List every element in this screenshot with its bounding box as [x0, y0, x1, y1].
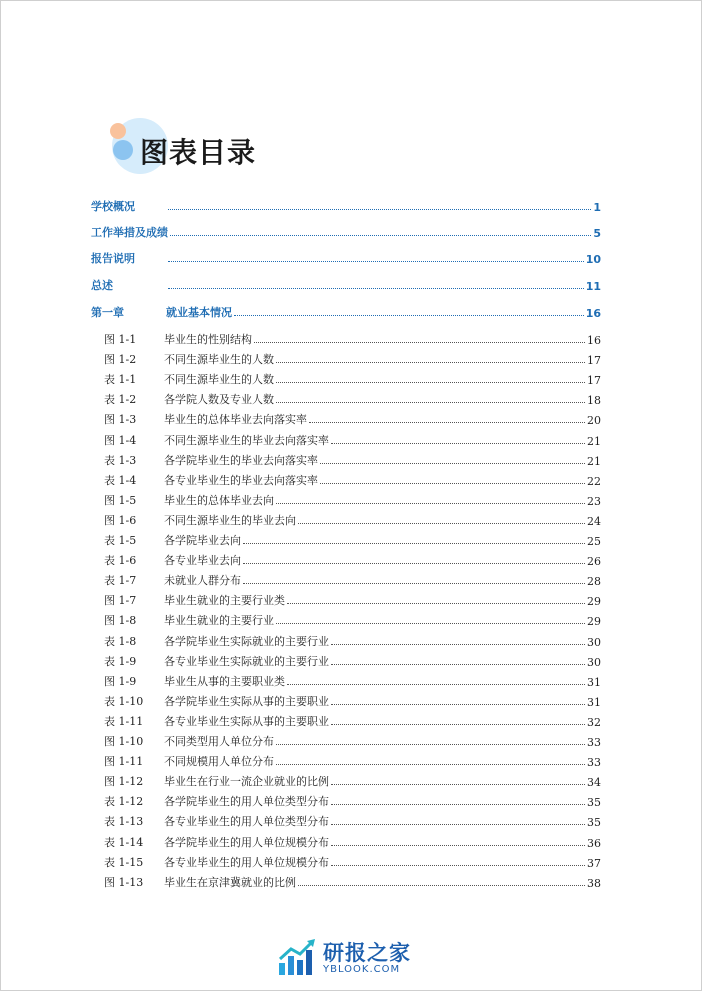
figure-title: 不同生源毕业生的人数 [164, 373, 274, 387]
dot-leader [276, 502, 585, 504]
toc-entry-page: 1 [593, 201, 601, 214]
chapter-number: 第一章 [91, 306, 124, 319]
toc-sub-entry[interactable] [91, 791, 601, 809]
toc-entry-label: 报告说明 [91, 252, 135, 265]
toc-entry-label: 总述 [91, 279, 113, 292]
toc-sub-entry[interactable] [91, 671, 601, 689]
toc-sub-entry[interactable] [91, 771, 601, 789]
dot-leader [331, 783, 585, 785]
figure-number: 表 1-13 [104, 815, 144, 829]
toc-sub-entry[interactable] [91, 490, 601, 508]
toc-entry-page: 25 [587, 535, 601, 548]
toc-entry-page: 17 [587, 374, 601, 388]
figure-title: 毕业生在行业一流企业就业的比例 [164, 775, 329, 789]
figure-number: 图 1-6 [104, 513, 137, 527]
figure-number: 图 1-4 [104, 433, 137, 447]
toc-sub-entry[interactable] [91, 430, 601, 448]
figure-number: 表 1-12 [104, 795, 144, 809]
figure-title: 毕业生就业的主要行业 [164, 614, 274, 628]
toc-entry-page: 22 [587, 474, 601, 488]
figure-title: 不同生源毕业生的毕业去向落实率 [164, 433, 329, 447]
figure-title: 毕业生在京津冀就业的比例 [164, 875, 296, 889]
figure-number: 表 1-15 [104, 855, 144, 869]
dot-leader [276, 622, 585, 624]
toc-sub-entry[interactable] [91, 349, 601, 367]
toc-sub-entry[interactable] [91, 570, 601, 588]
dot-leader [309, 421, 585, 423]
dot-leader [287, 602, 585, 604]
figure-number: 表 1-9 [104, 654, 137, 668]
figure-title: 未就业人群分布 [164, 574, 241, 588]
figure-title: 各专业毕业生实际从事的主要职业 [164, 714, 329, 728]
toc-entry-page: 34 [587, 776, 601, 790]
toc-entry-page: 31 [587, 695, 601, 709]
dot-leader [320, 482, 585, 484]
toc-sub-entry[interactable] [91, 751, 601, 769]
figure-title: 各学院毕业生的毕业去向落实率 [164, 453, 318, 467]
toc-entry-label: 学校概况 [91, 200, 135, 213]
figure-number: 图 1-11 [104, 755, 144, 769]
toc-entry-page: 36 [587, 836, 601, 850]
toc-entry-page: 23 [587, 494, 601, 508]
toc-sub-entry[interactable] [91, 550, 601, 568]
dot-leader [276, 401, 585, 403]
dot-leader [320, 462, 585, 464]
figure-title: 各学院人数及专业人数 [164, 393, 274, 407]
figure-title: 不同规模用人单位分布 [164, 755, 274, 769]
dot-leader [331, 864, 585, 866]
toc-entry-page: 16 [585, 307, 601, 320]
page-title: 图表目录 [140, 136, 257, 169]
dot-leader [331, 723, 585, 725]
figure-number: 图 1-13 [104, 875, 144, 889]
figure-number: 表 1-4 [104, 473, 137, 487]
dot-leader [276, 381, 585, 383]
dot-leader [298, 522, 585, 524]
dot-leader [168, 287, 584, 289]
figure-title: 各专业毕业生的毕业去向落实率 [164, 473, 318, 487]
toc-entry-label: 工作举措及成绩 [91, 226, 168, 239]
toc-entry-page: 35 [587, 816, 601, 830]
figure-number: 图 1-8 [104, 614, 137, 628]
decorative-circle-orange [110, 123, 126, 139]
figure-number: 图 1-5 [104, 493, 137, 507]
dot-leader [331, 823, 585, 825]
figure-title: 毕业生的总体毕业去向落实率 [164, 413, 307, 427]
dot-leader [243, 542, 585, 544]
figure-title: 各学院毕业生的用人单位类型分布 [164, 795, 329, 809]
toc-entry-school-overview[interactable] [91, 196, 601, 214]
dot-leader [170, 234, 591, 236]
figure-title: 各学院毕业去向 [164, 534, 241, 547]
toc-entry-page: 29 [587, 615, 601, 629]
figure-title: 各学院毕业生实际就业的主要行业 [164, 634, 329, 648]
dot-leader [168, 260, 584, 262]
toc-sub-entry[interactable] [91, 631, 601, 649]
toc-entry-page: 37 [587, 856, 601, 870]
logo-name-en: YBLOOK.COM [323, 963, 401, 975]
toc-sub-entry[interactable] [91, 872, 601, 890]
toc-sub-entry[interactable] [91, 409, 601, 427]
figure-title: 各专业毕业生的用人单位类型分布 [164, 815, 329, 829]
toc-entry-page: 21 [587, 454, 601, 468]
toc-entry-page: 21 [587, 434, 601, 448]
toc-entry-page: 32 [587, 715, 601, 729]
dot-leader [234, 314, 584, 316]
figure-title: 不同类型用人单位分布 [164, 735, 274, 748]
figure-title: 各学院毕业生实际从事的主要职业 [164, 694, 329, 708]
dot-leader [331, 643, 585, 645]
toc-sub-entry[interactable] [91, 329, 601, 347]
dot-leader [331, 442, 585, 444]
figure-title: 各专业毕业生实际就业的主要行业 [164, 654, 329, 668]
toc-sub-entry[interactable] [91, 450, 601, 468]
dot-leader [298, 884, 585, 886]
toc-entry-summary[interactable] [91, 275, 601, 293]
figure-number: 表 1-8 [104, 634, 137, 648]
toc-entry-page: 11 [585, 280, 601, 293]
bar-chart-logo-icon [277, 939, 317, 977]
toc-sub-entry[interactable] [91, 510, 601, 528]
logo-name-cn: 研报之家 [323, 940, 411, 965]
toc-entry-page: 35 [587, 796, 601, 810]
toc-entry-page: 28 [587, 575, 601, 589]
toc-entry-page: 18 [587, 394, 601, 408]
figure-number: 表 1-11 [104, 714, 144, 728]
figure-number: 表 1-5 [104, 534, 137, 547]
toc-entry-page: 30 [587, 635, 601, 649]
toc-entry-page: 33 [587, 736, 601, 749]
toc-entry-chapter-1[interactable] [91, 302, 601, 320]
dot-leader [287, 683, 585, 685]
dot-leader [331, 844, 585, 846]
figure-title: 毕业生的总体毕业去向 [164, 493, 274, 507]
figure-number: 表 1-7 [104, 574, 137, 588]
figure-number: 表 1-14 [104, 835, 144, 849]
toc-sub-entry[interactable] [91, 852, 601, 870]
toc-sub-entry[interactable] [91, 691, 601, 709]
toc-entry-page: 31 [587, 675, 601, 689]
toc-sub-entry[interactable] [91, 731, 601, 749]
figure-title: 毕业生的性别结构 [164, 333, 252, 346]
toc-sub-entry[interactable] [91, 832, 601, 850]
toc-entry-page: 38 [587, 876, 601, 890]
toc-entry-page: 29 [587, 595, 601, 609]
toc-sub-entry[interactable] [91, 651, 601, 669]
toc-entry-page: 5 [593, 227, 601, 240]
dot-leader [276, 361, 585, 363]
toc-entry-work-measures[interactable] [91, 222, 601, 240]
dot-leader [243, 562, 585, 564]
toc-sub-entry[interactable] [91, 470, 601, 488]
figure-title: 各专业毕业去向 [164, 554, 241, 568]
toc-entry-page: 16 [587, 334, 601, 347]
toc-entry-page: 30 [587, 655, 601, 669]
figure-title: 不同生源毕业生的毕业去向 [164, 513, 296, 527]
figure-number: 图 1-1 [104, 333, 137, 346]
toc-sub-entry[interactable] [91, 610, 601, 628]
toc-entry-page: 26 [587, 555, 601, 569]
toc-sub-entry[interactable] [91, 590, 601, 608]
chapter-title: 就业基本情况 [166, 306, 232, 319]
toc-entry-page: 33 [587, 756, 601, 770]
brand-logo [277, 939, 411, 977]
toc-entry-page: 17 [587, 354, 601, 368]
toc-entry-page: 10 [585, 253, 601, 266]
figure-number: 表 1-2 [104, 393, 137, 407]
figure-number: 表 1-3 [104, 453, 137, 467]
toc-sub-entry[interactable] [91, 389, 601, 407]
figure-title: 各学院毕业生的用人单位规模分布 [164, 835, 329, 849]
figure-title: 各专业毕业生的用人单位规模分布 [164, 855, 329, 869]
figure-title: 毕业生从事的主要职业类 [164, 674, 285, 688]
decorative-circle-small [113, 140, 133, 160]
figure-number: 图 1-10 [104, 735, 144, 748]
dot-leader [168, 208, 591, 210]
figure-number: 图 1-7 [104, 594, 137, 608]
toc-sub-entry[interactable] [91, 369, 601, 387]
toc-entry-report-notes[interactable] [91, 248, 601, 266]
figure-title: 毕业生就业的主要行业类 [164, 594, 285, 608]
toc-entry-page: 24 [587, 514, 601, 528]
dot-leader [331, 663, 585, 665]
dot-leader [243, 582, 585, 584]
dot-leader [254, 341, 585, 343]
dot-leader [276, 763, 585, 765]
toc-entry-page: 20 [587, 414, 601, 428]
toc-sub-entry[interactable] [91, 711, 601, 729]
figure-number: 图 1-2 [104, 353, 137, 367]
figure-number: 表 1-10 [104, 694, 144, 708]
toc-sub-entry[interactable] [91, 811, 601, 829]
dot-leader [331, 703, 585, 705]
figure-number: 图 1-12 [104, 775, 144, 789]
figure-number: 表 1-1 [104, 373, 137, 387]
dot-leader [331, 803, 585, 805]
figure-number: 图 1-3 [104, 413, 137, 427]
toc-sub-entry[interactable] [91, 530, 601, 548]
figure-number: 表 1-6 [104, 554, 137, 568]
figure-number: 图 1-9 [104, 674, 137, 688]
dot-leader [276, 743, 585, 745]
figure-title: 不同生源毕业生的人数 [164, 353, 274, 367]
